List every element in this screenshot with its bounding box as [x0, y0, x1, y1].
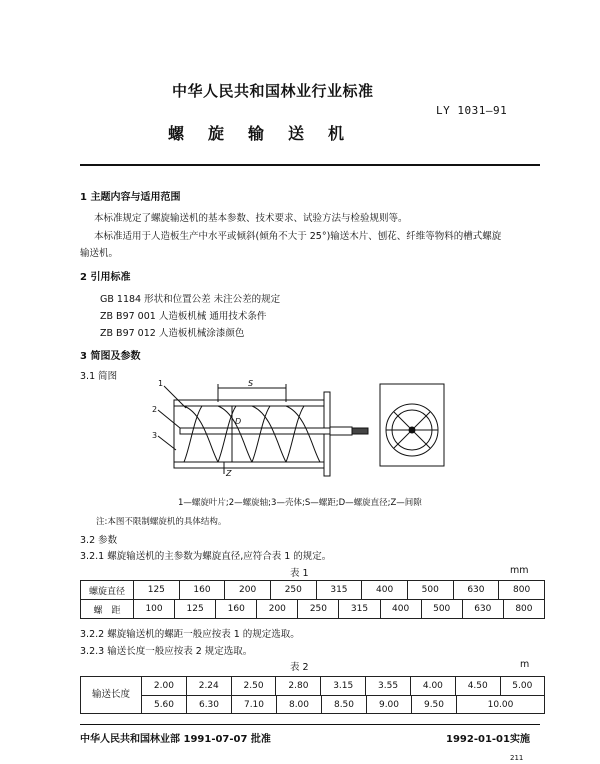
figure-note: 注:本图不限制螺旋机的具体结构。: [96, 517, 227, 527]
table-cell: 200: [225, 581, 271, 600]
table-cell: 100: [134, 600, 175, 619]
table-cell: 8.50: [322, 696, 367, 714]
table-cell: 3.55: [366, 677, 411, 695]
table-2-title: 表 2: [290, 662, 309, 673]
table-cell: 500: [407, 581, 453, 600]
table-cell: 3.15: [321, 677, 366, 695]
table-2-unit: m: [520, 659, 530, 670]
table-cell: 500: [421, 600, 462, 619]
table-cell: 7.10: [232, 696, 277, 714]
header-divider: [80, 164, 540, 166]
table-cell: 2.50: [231, 677, 276, 695]
table-2: [80, 676, 545, 714]
standard-code: LY 1031—91: [436, 104, 508, 117]
table-cell: 2.80: [276, 677, 321, 695]
table-cell: 2.00: [142, 677, 187, 695]
table-2-row-2: [141, 695, 544, 714]
label-gap: Z: [226, 469, 232, 478]
section-1-paragraph-1: 本标准规定了螺旋输送机的基本参数、技术要求、试验方法与检验规则等。: [94, 213, 408, 224]
table-cell: 800: [503, 600, 544, 619]
table-cell: 9.50: [412, 696, 457, 714]
footer-effective-date: 1992-01-01实施: [446, 734, 530, 745]
page-number: 211: [510, 754, 524, 762]
issuing-organization: 中华人民共和国林业行业标准: [172, 82, 374, 100]
table-2-label: 输送长度: [81, 677, 142, 713]
section-1-paragraph-2: 本标准适用于人造板生产中水平或倾斜(倾角不大于 25°)输送木片、刨花、纤维等物料的槽式螺旋: [94, 231, 502, 242]
footer-divider: [80, 724, 540, 725]
section-1-heading: 1 主题内容与适用范围: [80, 192, 181, 203]
label-2: 2: [152, 405, 158, 414]
table-2-row-1: [141, 677, 544, 696]
section-3-heading: 3 简图及参数: [80, 351, 141, 362]
table-cell: 5.60: [142, 696, 187, 714]
table-cell: 4.00: [410, 677, 455, 695]
table-cell: 4.50: [455, 677, 500, 695]
table-cell: 160: [179, 581, 225, 600]
reference-item: ZB B97 012 人造板机械涂漆颜色: [100, 328, 245, 339]
table-cell: 630: [462, 600, 503, 619]
table-1-title: 表 1: [290, 568, 309, 579]
subsection-3-2: 3.2 参数: [80, 535, 118, 546]
table-cell: 200: [257, 600, 298, 619]
reference-item: ZB B97 001 人造板机械 通用技术条件: [100, 311, 267, 322]
screw-conveyor-diagram: [140, 378, 470, 478]
figure-caption: 1—螺旋叶片;2—螺旋轴;3—壳体;S—螺距;D—螺旋直径;Z—间隙: [178, 498, 422, 508]
footer-approval: 中华人民共和国林业部 1991-07-07 批准: [80, 734, 271, 745]
table-1-row-diameter: [80, 580, 545, 600]
label-3: 3: [152, 431, 158, 440]
table-cell: 2.24: [186, 677, 231, 695]
table-cell-label: 螺旋直径: [81, 581, 134, 600]
section-2-heading: 2 引用标准: [80, 272, 131, 283]
table-cell: 800: [499, 581, 545, 600]
reference-item: GB 1184 形状和位置公差 未注公差的规定: [100, 294, 281, 305]
label-1: 1: [158, 379, 164, 388]
table-cell: 315: [316, 581, 362, 600]
table-cell: 125: [175, 600, 216, 619]
label-pitch: S: [248, 379, 254, 388]
paragraph-3-2-2: 3.2.2 螺旋输送机的螺距一般应按表 1 的规定选取。: [80, 629, 300, 640]
label-diameter: D: [235, 417, 242, 426]
table-cell: 10.00: [457, 696, 545, 714]
table-cell: 250: [298, 600, 339, 619]
table-cell: 125: [134, 581, 180, 600]
table-1-unit: mm: [510, 565, 529, 576]
table-cell: 8.00: [277, 696, 322, 714]
paragraph-3-2-1: 3.2.1 螺旋输送机的主参数为螺旋直径,应符合表 1 的规定。: [80, 551, 332, 562]
table-cell: 250: [270, 581, 316, 600]
table-cell: 160: [216, 600, 257, 619]
paragraph-3-2-3: 3.2.3 输送长度一般应按表 2 规定选取。: [80, 646, 253, 657]
table-cell: 6.30: [187, 696, 232, 714]
table-cell: 9.00: [367, 696, 412, 714]
table-cell: 5.00: [500, 677, 544, 695]
document-title: 螺旋输送机: [168, 124, 369, 143]
table-cell: 315: [339, 600, 380, 619]
table-cell-label: 螺 距: [81, 600, 134, 619]
table-cell: 400: [362, 581, 408, 600]
subsection-3-1: 3.1 简图: [80, 371, 118, 382]
table-cell: 400: [380, 600, 421, 619]
section-1-paragraph-2-cont: 输送机。: [80, 248, 119, 259]
table-1-row-pitch: [80, 599, 545, 619]
table-cell: 630: [453, 581, 499, 600]
